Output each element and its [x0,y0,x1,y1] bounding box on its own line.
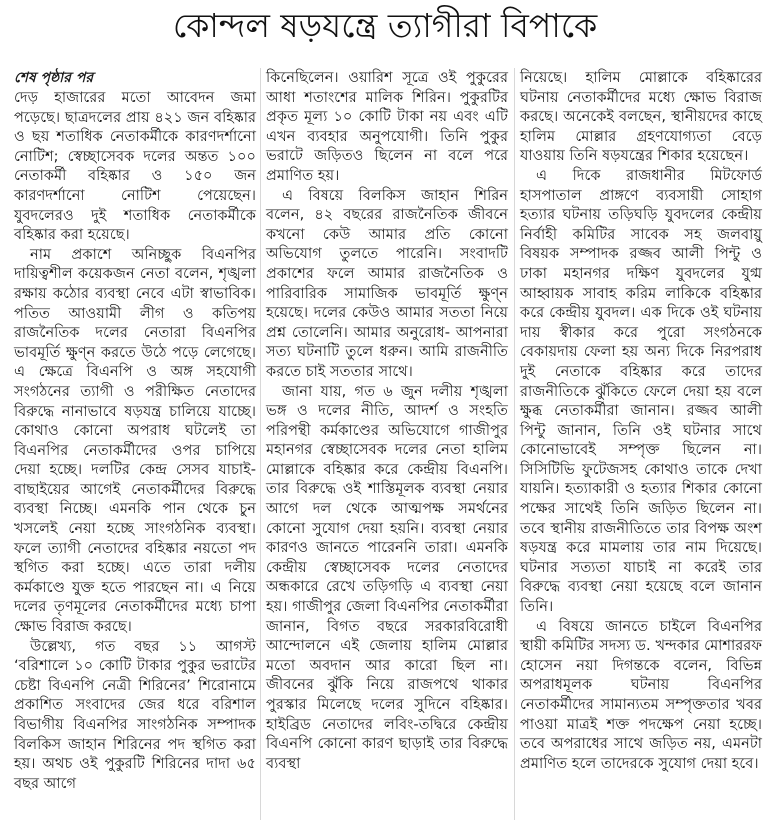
article-paragraph: জানা যায়, গত ৬ জুন দলীয় শৃঙ্খলা ভঙ্গ ও দলের নীতি, আদর্শ ও সংহতি পরিপন্থী কর্মকাণ্ডের অভিযোগে গাজীপুর মহানগর স্বেচ্ছাসেবক দলের নেতা হালিম মোল্লাকে বহিষ্কার করে কেন্দ্রীয় বিএনপি। তার বিরুদ্ধে ওই শাস্তিমূলক ব্যবস্থা নেয়ার আগে দল থেকে আত্মপক্ষ সমর্থনের কোনো সুযোগ দেয়া হয়নি। ব্যবস্থা নেয়ার কারণও জানতে পারেননি তারা। এমনকি কেন্দ্রীয় স্বেচ্ছাসেবক দলের নেতাদের অন্ধকারে রেখে তড়িগড়ি এ ব্যবস্থা নেয়া হয়। গাজীপুর জেলা বিএনপির নেতাকর্মীরা জানান, বিগত বছরে সরকারবিরোধী আন্দোলনে এই জেলায় হালিম মোল্লার মতো অবদান আর কারো ছিল না। জীবনের ঝুঁকি নিয়ে রাজপথে থাকার পুরস্কার মিলেছে দলের সুদিনে বহিষ্কার। হাইব্রিড নেতাদের লবিং-তদ্বিরে কেন্দ্রীয় বিএনপি কোনো কারণ ছাড়াই তার বিরুদ্ধে ব্যবস্থা [266,382,508,772]
continuation-kicker: শেষ পৃষ্ঠার পর [14,70,94,86]
article-paragraph: এ দিকে রাজধানীর মিটফোর্ড হাসপাতাল প্রাঙ্গণে ব্যবসায়ী সোহাগ হত্যার ঘটনায় তড়িঘড়ি যুবদলের কেন্দ্রীয় নির্বাহী কমিটির সাবেক সহ জলবায়ু বিষয়ক সম্পাদক রজ্জব আলী পিন্টু ও ঢাকা মহানগর দক্ষিণ যুবদলের যুগ্ম আহ্বায়ক সাবাহ করিম লাকিকে বহিষ্কার করে কেন্দ্রীয় যুবদল। এক দিকে ওই ঘটনায় দায় স্বীকার করে পুরো সংগঠনকে বেকায়দায় ফেলা হয় অন্য দিকে নিরপরাধ দুই নেতাকে বহিষ্কার করে তাদের রাজনীতিকে ঝুঁকিতে ফেলে দেয়া হয় বলে ক্ষুব্ধ নেতাকর্মীরা জানান। রজ্জব আলী পিন্টু জানান, তিনি ওই ঘটনার সাথে কোনোভাবেই সম্পৃক্ত ছিলেন না। সিসিটিভি ফুটেজসহ কোথাও তাকে দেখা যায়নি। হত্যাকারী ও হত্যার শিকার কোনো পক্ষের সাথেই তিনি জড়িত ছিলেন না। তবে স্থানীয় রাজনীতিতে তার বিপক্ষ অংশ ষড়যন্ত্র করে মামলায় তার নাম দিয়েছে। ঘটনার সত্যতা যাচাই না করেই তার বিরুদ্ধে ব্যবস্থা নেয়া হয়েছে বলে জানান তিনি। [520,166,762,616]
column-divider [260,68,261,820]
article-column-1 [14,68,256,820]
column-divider [514,68,515,820]
article-paragraph: এ বিষয়ে জানতে চাইলে বিএনপির স্থায়ী কমিটির সদস্য ড. খন্দকার মোশাররফ হোসেন নয়া দিগন্তকে বলেন, বিভিন্ন অপরাধমূলক ঘটনায় বিএনপির নেতাকর্মীদের সামান্যতম সম্পৃক্ততার খবর পাওয়া মাত্রই শক্ত পদক্ষেপ নেয়া হচ্ছে। তবে অপরাধের সাথে জড়িত নয়, এমনটা প্রমাণিত হলে তাদেরকে সুযোগ দেয়া হবে। [520,617,762,772]
article-paragraph: কিনেছিলেন। ওয়ারিশ সূত্রে ওই পুকুরের আধা শতাংশের মালিক শিরিন। পুকুরটির প্রকৃত মূল্য ১০ কোটি টাকা নয় এবং এটি এখন ব্যবহার অনুপযোগী। তিনি পুকুর ভরাটে জড়িতও ছিলেন না বলে পরে প্রমাণিত হয়। [266,69,508,184]
article-paragraph: নাম প্রকাশে অনিচ্ছুক বিএনপির দায়িত্বশীল কয়েকজন নেতা বলেন, শৃঙ্খলা রক্ষায় কঠোর ব্যবস্থা নেবে এটা স্বাভাবিক। পতিত আওয়ামী লীগ ও কতিপয় রাজনৈতিক দলের নেতারা বিএনপির ভাবমূর্তি ক্ষুণ্ন করতে উঠে পড়ে লেগেছে। এ ক্ষেত্রে বিএনপি ও অঙ্গ সহযোগী সংগঠনের ত্যাগী ও পরীক্ষিত নেতাদের বিরুদ্ধে নানাভাবে ষড়যন্ত্র চালিয়ে যাচ্ছে। কোথাও কোনো অপরাধ ঘটলেই তা বিএনপির নেতাকর্মীদের ওপর চাপিয়ে দেয়া হচ্ছে। দলটির কেন্দ্র সেসব যাচাই-বাছাইয়ের আগেই নেতাকর্মীদের বিরুদ্ধে ব্যবস্থা নিচ্ছে। এমনকি পান থেকে চুন খসলেই নেয়া হচ্ছে সাংগঠনিক ব্যবস্থা। ফলে ত্যাগী নেতাদের বহিষ্কার নয়তো পদ স্থগিত করা হচ্ছে। এতে তারা দলীয় কর্মকাণ্ডে যুক্ত হতে পারছেন না। এ নিয়ে দলের তৃণমূলের নেতাকর্মীদের মধ্যে চাপা ক্ষোভ বিরাজ করছে। [14,245,256,636]
article-paragraph: দেড় হাজারের মতো আবেদন জমা পড়েছে। ছাত্রদলের প্রায় ৪২১ জন বহিষ্কার ও ছয় শতাধিক নেতাকর্মীকে কারণদর্শানো নোটিশ; স্বেচ্ছাসেবক দলের অন্তত ১০০ নেতাকর্মী বহিষ্কার ও ১৫০ জন কারণদর্শানো নোটিশ পেয়েছেন। যুবদলেরও দুই শতাধিক নেতাকর্মীকে বহিষ্কার করা হয়েছে। [14,89,256,244]
article-paragraph: নিয়েছে। হালিম মোল্লাকে বহিষ্কারের ঘটনায় নেতাকর্মীদের মধ্যে ক্ষোভ বিরাজ করছে। অনেকেই বলছেন, স্থানীয়দের কাছে হালিম মোল্লার গ্রহণযোগ্যতা বেড়ে যাওয়ায় তিনি ষড়যন্ত্রের শিকার হয়েছেন। [520,69,762,165]
article-paragraph: উল্লেখ্য, গত বছর ১১ আগস্ট ‘বরিশালে ১০ কোটি টাকার পুকুর ভরাটের চেষ্টা বিএনপি নেত্রী শিরিনের’ শিরোনামে প্রকাশিত সংবাদের জের ধরে বরিশাল বিভাগীয় বিএনপির সাংগঠনিক সম্পাদক বিলকিস জাহান শিরিনের পদ স্থগিত করা হয়। অথচ ওই পুকুরটি শিরিনের দাদা ৬৫ বছর আগে [14,637,256,792]
article-paragraph: এ বিষয়ে বিলকিস জাহান শিরিন বলেন, ৪২ বছরের রাজনৈতিক জীবনে কখনো কেউ আমার প্রতি কোনো অভিযোগ তুলতে পারেনি। সংবাদটি প্রকাশের ফলে আমার রাজনৈতিক ও পারিবারিক সামাজিক ভাবমূর্তি ক্ষুণ্ন হয়েছে। দলের কেউও আমার সততা নিয়ে প্রশ্ন তোলেনি। আমার অনুরোধ- আপনারা সত্য ঘটনাটি তুলে ধরুন। আমি রাজনীতি করতে চাই সততার সাথে। [266,186,508,380]
article-column-2 [266,68,508,820]
headline: কোন্দল ষড়যন্ত্রে ত্যাগীরা বিপাকে [172,6,598,45]
article-column-3 [520,68,762,820]
